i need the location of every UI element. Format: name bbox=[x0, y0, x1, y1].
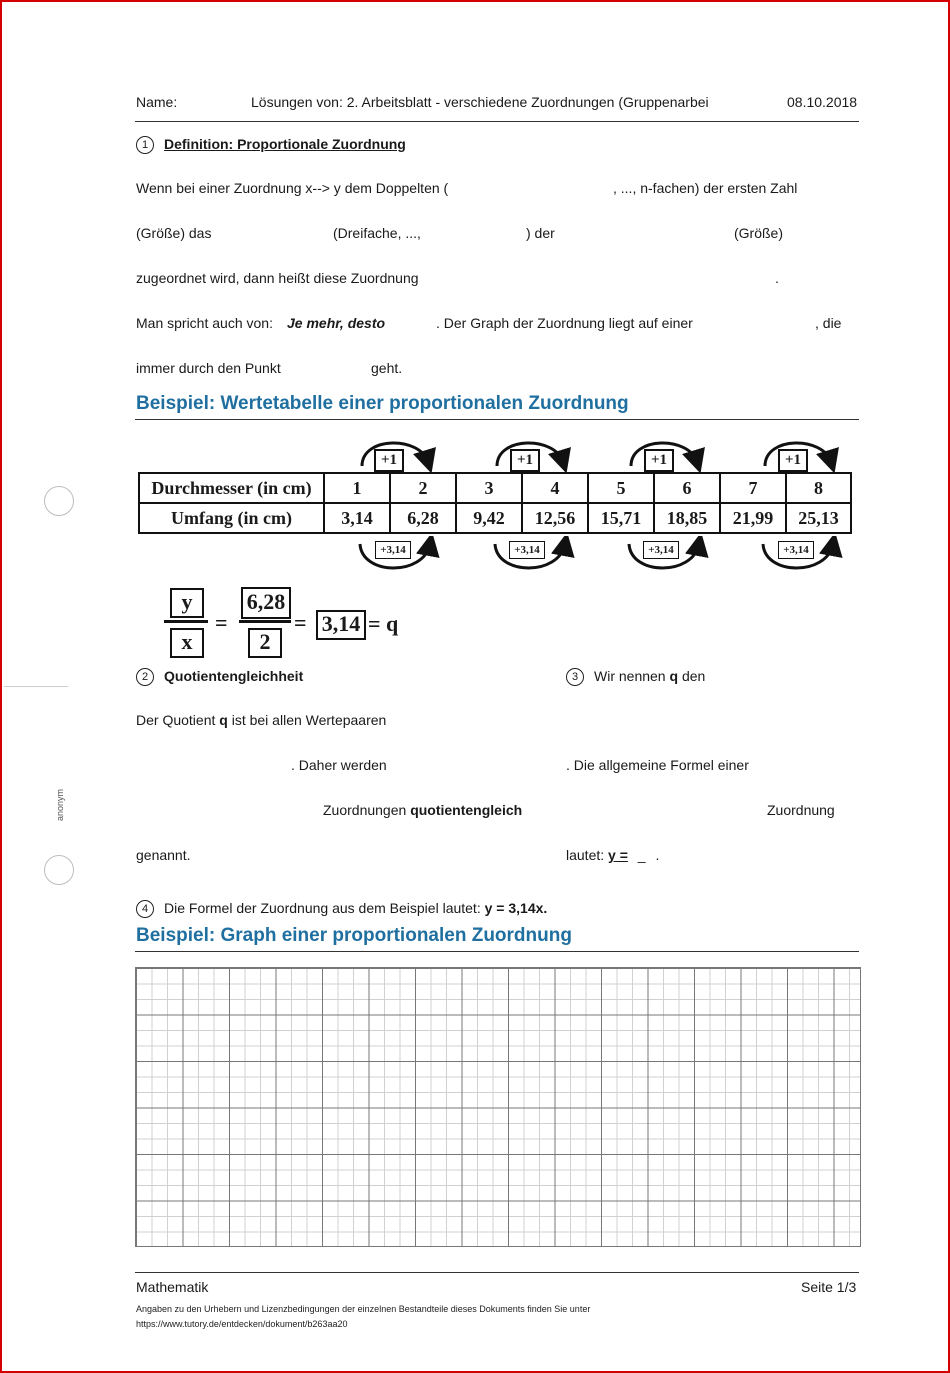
fold-mark bbox=[4, 686, 68, 687]
fraction-den-x: x bbox=[170, 628, 204, 658]
section3-line4 bbox=[566, 847, 659, 863]
row-label-diameter: Durchmesser (in cm) bbox=[139, 473, 324, 503]
section2-title-row bbox=[136, 668, 303, 686]
section3-line1-q: q bbox=[669, 668, 679, 684]
fraction-q: = q bbox=[368, 611, 399, 636]
cell-x-4: 4 bbox=[522, 473, 588, 503]
punch-hole-top bbox=[44, 486, 74, 516]
document-date: 08.10.2018 bbox=[787, 94, 858, 110]
name-label: Name: bbox=[136, 94, 178, 110]
fraction-line-2 bbox=[239, 620, 291, 623]
section2-line1-a: Der Quotient bbox=[136, 712, 216, 728]
def-line2d: (Größe) bbox=[734, 225, 783, 241]
section3-line2: . Die allgemeine Formel einer bbox=[566, 757, 749, 773]
section3-line1-a: Wir nennen bbox=[594, 668, 666, 684]
section4-formula: y = 3,14x. bbox=[484, 900, 548, 916]
bottom-step-box-4: +3,14 bbox=[778, 541, 814, 559]
graph-heading-rule bbox=[135, 951, 859, 952]
def-line2b: (Dreifache, ..., bbox=[333, 225, 421, 241]
table-heading-rule bbox=[135, 419, 859, 420]
section1-number: 1 bbox=[136, 136, 154, 154]
fraction-equals-2: = bbox=[294, 610, 307, 635]
def-line5a: immer durch den Punkt bbox=[136, 360, 281, 376]
cell-x-8: 8 bbox=[786, 473, 851, 503]
bottom-step-box-3: +3,14 bbox=[643, 541, 679, 559]
section2-line4: genannt. bbox=[136, 847, 191, 863]
cell-x-6: 6 bbox=[654, 473, 720, 503]
def-line4-italic: Je mehr, desto bbox=[287, 315, 386, 331]
def-line3a: zugeordnet wird, dann heißt diese Zuordnung bbox=[136, 270, 419, 286]
def-line4b: . Der Graph der Zuordnung liegt auf einer bbox=[436, 315, 693, 331]
fraction-line-1 bbox=[164, 620, 208, 623]
top-step-box-3: +1 bbox=[644, 449, 674, 472]
cell-y-1: 3,14 bbox=[324, 503, 390, 533]
def-line5b: geht. bbox=[371, 360, 403, 376]
graph-heading: Beispiel: Graph einer proportionalen Zuordnung bbox=[136, 925, 572, 946]
cell-x-3: 3 bbox=[456, 473, 522, 503]
section3-line4-a: lautet: bbox=[566, 847, 605, 863]
section2-line3 bbox=[323, 802, 522, 818]
section2-line1-q: q bbox=[219, 712, 228, 728]
section1-title: Definition: Proportionale Zuordnung bbox=[164, 136, 406, 152]
footer-credits-2: https://www.tutory.de/entdecken/dokument/b263aa20 bbox=[136, 1319, 348, 1329]
cell-y-6: 18,85 bbox=[654, 503, 720, 533]
def-line2a: (Größe) das bbox=[136, 225, 212, 241]
section3-number: 3 bbox=[566, 668, 584, 686]
section4-number: 4 bbox=[136, 900, 154, 918]
footer-rule bbox=[135, 1272, 859, 1273]
footer-subject: Mathematik bbox=[136, 1279, 209, 1295]
section4-text: Die Formel der Zuordnung aus dem Beispiel lautet: bbox=[164, 900, 481, 916]
table-row-y bbox=[139, 503, 851, 533]
anonym-label: anonym bbox=[55, 788, 66, 822]
section2-line3-bold: quotientengleich bbox=[410, 802, 523, 818]
section2-title: Quotientengleichheit bbox=[164, 668, 304, 684]
section2-number: 2 bbox=[136, 668, 154, 686]
section4-row bbox=[136, 900, 547, 918]
footer-credits-1: Angaben zu den Urhebern und Lizenzbedingungen der einzelnen Bestandteile dieses Dokuments finden Sie unter bbox=[136, 1304, 591, 1314]
section2-line1 bbox=[136, 712, 386, 728]
def-line4c: , die bbox=[815, 315, 842, 331]
fraction-equals-1: = bbox=[215, 610, 228, 635]
section2-line2: . Daher werden bbox=[291, 757, 387, 773]
cell-y-7: 21,99 bbox=[720, 503, 786, 533]
cell-y-5: 15,71 bbox=[588, 503, 654, 533]
cell-y-8: 25,13 bbox=[786, 503, 851, 533]
table-heading: Beispiel: Wertetabelle einer proportionalen Zuordnung bbox=[136, 393, 629, 414]
section2-line3-a: Zuordnungen bbox=[323, 802, 407, 818]
bottom-step-box-2: +3,14 bbox=[509, 541, 545, 559]
def-line1b: , ..., n-fachen) der ersten Zahl bbox=[613, 180, 798, 196]
top-step-box-1: +1 bbox=[374, 449, 404, 472]
section3-row1 bbox=[566, 668, 705, 686]
section3-period: . bbox=[655, 847, 660, 863]
table-row-x bbox=[139, 473, 851, 503]
bottom-step-box-1: +3,14 bbox=[375, 541, 411, 559]
cell-y-4: 12,56 bbox=[522, 503, 588, 533]
cell-y-2: 6,28 bbox=[390, 503, 456, 533]
graph-grid bbox=[135, 967, 861, 1247]
fraction-num-y: y bbox=[170, 588, 204, 618]
value-table bbox=[138, 472, 852, 534]
fraction-den-value: 2 bbox=[248, 628, 282, 658]
section3-formula: y = bbox=[608, 847, 628, 863]
fraction-result: 3,14 bbox=[316, 610, 366, 640]
footer-page: Seite 1/3 bbox=[801, 1279, 857, 1295]
section2-line1-b: ist bei allen Wertepaaren bbox=[231, 712, 387, 728]
fraction-num-value: 6,28 bbox=[241, 587, 291, 619]
section3-line1-b: den bbox=[681, 668, 706, 684]
cell-x-5: 5 bbox=[588, 473, 654, 503]
punch-hole-bottom bbox=[44, 855, 74, 885]
top-step-box-4: +1 bbox=[778, 449, 808, 472]
def-line3b: . bbox=[775, 270, 779, 286]
def-line4a: Man spricht auch von: bbox=[136, 315, 273, 331]
def-line2c: ) der bbox=[526, 225, 555, 241]
row-label-circumference: Umfang (in cm) bbox=[139, 503, 324, 533]
document-title: Lösungen von: 2. Arbeitsblatt - verschiedene Zuordnungen (Gruppenarbei bbox=[251, 94, 709, 110]
cell-y-3: 9,42 bbox=[456, 503, 522, 533]
header-rule bbox=[135, 121, 859, 122]
def-line1a: Wenn bei einer Zuordnung x--> y dem Doppelten ( bbox=[136, 180, 449, 196]
top-step-box-2: +1 bbox=[510, 449, 540, 472]
cell-x-1: 1 bbox=[324, 473, 390, 503]
section3-line3: Zuordnung bbox=[767, 802, 835, 818]
cell-x-7: 7 bbox=[720, 473, 786, 503]
section1-title-row bbox=[136, 136, 406, 154]
section3-blank: _ bbox=[637, 847, 646, 863]
cell-x-2: 2 bbox=[390, 473, 456, 503]
